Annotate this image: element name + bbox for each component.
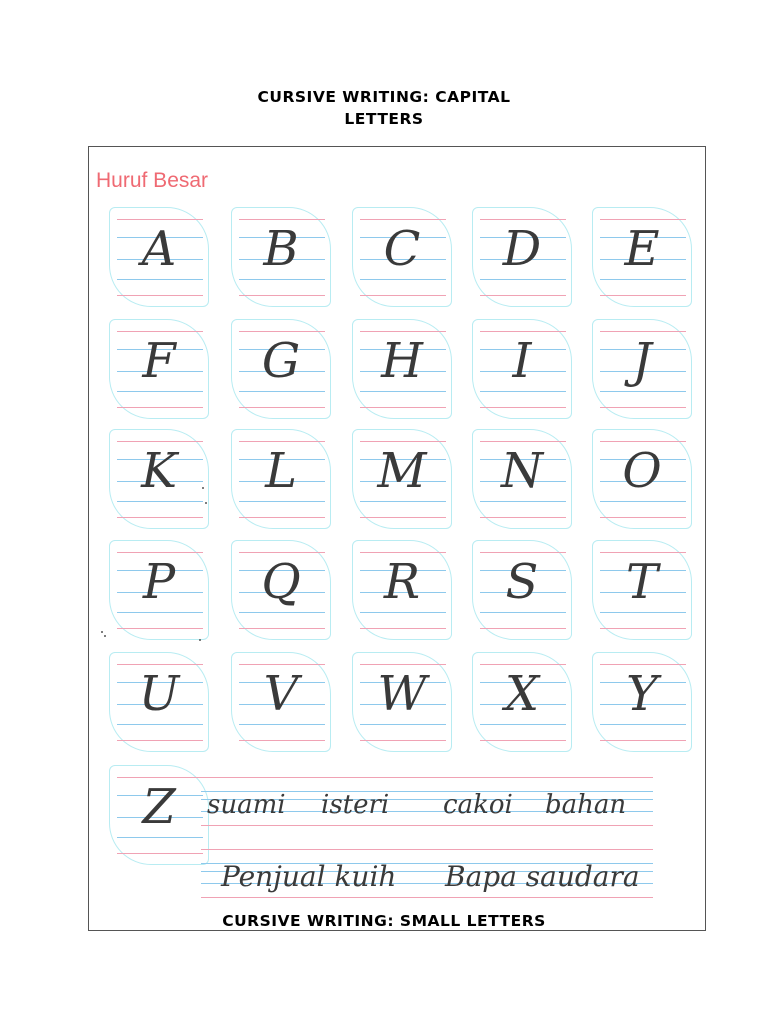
cursive-letter-u: U bbox=[138, 666, 180, 722]
letter-cell-z bbox=[109, 765, 209, 865]
ruling-line bbox=[480, 407, 566, 408]
ruling-line bbox=[480, 724, 566, 725]
phrase-ruling-line bbox=[201, 777, 653, 778]
letter-cell-b bbox=[231, 207, 331, 307]
cursive-letter-p: P bbox=[142, 554, 176, 610]
cursive-letter-j: J bbox=[632, 333, 652, 389]
ruling-line bbox=[239, 279, 325, 280]
cursive-worksheet-image bbox=[88, 146, 706, 931]
ruling-line bbox=[239, 407, 325, 408]
ruling-line bbox=[600, 279, 686, 280]
letter-cell-l bbox=[231, 429, 331, 529]
ruling-line bbox=[360, 740, 446, 741]
ruling-line bbox=[600, 740, 686, 741]
ruling-line bbox=[117, 501, 203, 502]
letter-cell-y bbox=[592, 652, 692, 752]
cursive-letter-d: D bbox=[502, 221, 542, 277]
ruling-line bbox=[239, 628, 325, 629]
cursive-letter-q: Q bbox=[261, 554, 301, 610]
document-title bbox=[0, 86, 768, 130]
ruling-line bbox=[239, 501, 325, 502]
phrase-ruling-line bbox=[201, 849, 653, 850]
ruling-line bbox=[117, 724, 203, 725]
letter-cell-q bbox=[231, 540, 331, 640]
document-title-line-1: CURSIVE WRITING: CAPITAL bbox=[257, 88, 511, 106]
cursive-letter-b: B bbox=[263, 221, 299, 277]
letter-cell-x bbox=[472, 652, 572, 752]
ruling-line bbox=[360, 407, 446, 408]
footer-title bbox=[0, 912, 768, 930]
ruling-line bbox=[360, 724, 446, 725]
scan-speck bbox=[101, 631, 103, 633]
letter-cell-i bbox=[472, 319, 572, 419]
phrase-isteri: isteri bbox=[321, 790, 390, 820]
ruling-line bbox=[480, 295, 566, 296]
letter-cell-h bbox=[352, 319, 452, 419]
letter-cell-c bbox=[352, 207, 452, 307]
cursive-letter-m: M bbox=[377, 443, 427, 499]
letter-cell-m bbox=[352, 429, 452, 529]
letter-cell-s bbox=[472, 540, 572, 640]
ruling-line bbox=[117, 853, 203, 854]
cursive-letter-t: T bbox=[625, 554, 658, 610]
worksheet-heading: Huruf Besar bbox=[96, 169, 209, 192]
letter-cell-p bbox=[109, 540, 209, 640]
letter-cell-t bbox=[592, 540, 692, 640]
letter-cell-w bbox=[352, 652, 452, 752]
ruling-line bbox=[600, 407, 686, 408]
cursive-letter-x: X bbox=[504, 666, 540, 722]
ruling-line bbox=[360, 295, 446, 296]
scan-speck bbox=[205, 502, 207, 504]
ruling-line bbox=[480, 279, 566, 280]
cursive-letter-i: I bbox=[512, 333, 532, 389]
cursive-letter-f: F bbox=[142, 333, 176, 389]
phrase-bapa-saudara: Bapa saudara bbox=[445, 860, 640, 893]
cursive-letter-r: R bbox=[383, 554, 421, 610]
letter-cell-a bbox=[109, 207, 209, 307]
letter-cell-j bbox=[592, 319, 692, 419]
ruling-line bbox=[117, 407, 203, 408]
ruling-line bbox=[600, 501, 686, 502]
phrase-ruling-line bbox=[201, 897, 653, 898]
ruling-line bbox=[117, 279, 203, 280]
ruling-line bbox=[360, 517, 446, 518]
letter-cell-g bbox=[231, 319, 331, 419]
cursive-letter-a: A bbox=[141, 221, 177, 277]
cursive-letter-h: H bbox=[381, 333, 423, 389]
ruling-line bbox=[117, 391, 203, 392]
ruling-line bbox=[480, 628, 566, 629]
scan-speck bbox=[202, 487, 204, 489]
document-title-line-2: LETTERS bbox=[344, 110, 424, 128]
ruling-line bbox=[600, 724, 686, 725]
letter-cell-k bbox=[109, 429, 209, 529]
ruling-line bbox=[360, 628, 446, 629]
ruling-line bbox=[360, 501, 446, 502]
cursive-letter-g: G bbox=[261, 333, 301, 389]
cursive-letter-z: Z bbox=[142, 779, 176, 835]
ruling-line bbox=[117, 837, 203, 838]
ruling-line bbox=[600, 391, 686, 392]
ruling-line bbox=[117, 740, 203, 741]
ruling-line bbox=[239, 295, 325, 296]
ruling-line bbox=[239, 391, 325, 392]
ruling-line bbox=[600, 612, 686, 613]
ruling-line bbox=[239, 612, 325, 613]
ruling-line bbox=[480, 517, 566, 518]
cursive-letter-y: Y bbox=[626, 666, 658, 722]
scan-speck bbox=[104, 635, 106, 637]
ruling-line bbox=[600, 517, 686, 518]
letter-cell-v bbox=[231, 652, 331, 752]
ruling-line bbox=[117, 612, 203, 613]
ruling-line bbox=[239, 740, 325, 741]
cursive-letter-w: W bbox=[377, 666, 427, 722]
cursive-letter-l: L bbox=[265, 443, 297, 499]
phrase-bahan: bahan bbox=[545, 790, 627, 820]
ruling-line bbox=[600, 295, 686, 296]
cursive-letter-e: E bbox=[624, 221, 660, 277]
cursive-letter-n: N bbox=[501, 443, 543, 499]
ruling-line bbox=[117, 517, 203, 518]
scan-speck bbox=[199, 639, 201, 641]
ruling-line bbox=[480, 612, 566, 613]
cursive-letter-v: V bbox=[263, 666, 299, 722]
ruling-line bbox=[600, 628, 686, 629]
letter-cell-e bbox=[592, 207, 692, 307]
letter-cell-o bbox=[592, 429, 692, 529]
letter-cell-f bbox=[109, 319, 209, 419]
phrase-penjual-kuih: Penjual kuih bbox=[221, 860, 397, 893]
ruling-line bbox=[480, 391, 566, 392]
ruling-line bbox=[360, 279, 446, 280]
cursive-letter-o: O bbox=[622, 443, 662, 499]
phrase-ruling-line bbox=[201, 825, 653, 826]
cursive-letter-k: K bbox=[141, 443, 177, 499]
footer-title-text: CURSIVE WRITING: SMALL LETTERS bbox=[218, 912, 550, 930]
phrase-cakoi: cakoi bbox=[443, 790, 513, 820]
ruling-line bbox=[117, 628, 203, 629]
ruling-line bbox=[480, 740, 566, 741]
ruling-line bbox=[117, 295, 203, 296]
letter-cell-u bbox=[109, 652, 209, 752]
letter-cell-n bbox=[472, 429, 572, 529]
cursive-letter-c: C bbox=[383, 221, 421, 277]
letter-cell-d bbox=[472, 207, 572, 307]
letter-cell-r bbox=[352, 540, 452, 640]
ruling-line bbox=[239, 517, 325, 518]
ruling-line bbox=[360, 391, 446, 392]
phrase-suami: suami bbox=[207, 790, 286, 820]
cursive-letter-s: S bbox=[505, 554, 539, 610]
ruling-line bbox=[239, 724, 325, 725]
ruling-line bbox=[360, 612, 446, 613]
ruling-line bbox=[480, 501, 566, 502]
